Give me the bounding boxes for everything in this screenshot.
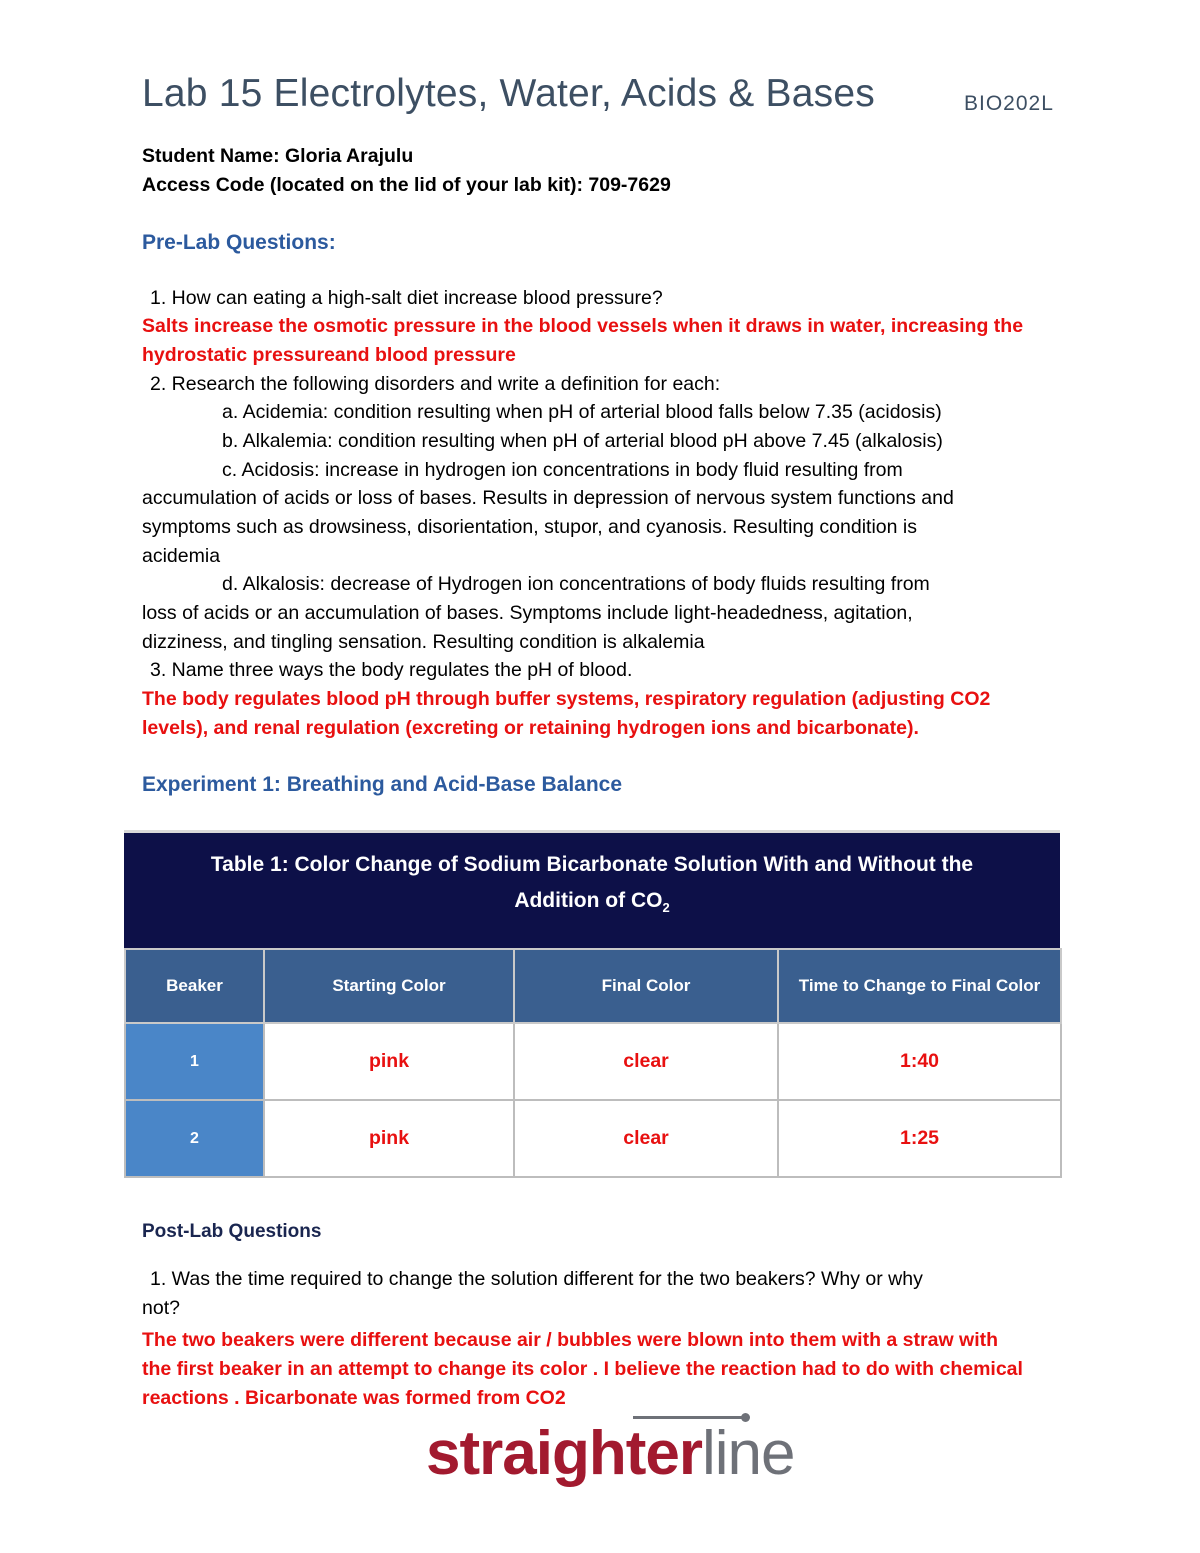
header-starting-color: Starting Color bbox=[264, 949, 514, 1023]
beaker-number: 2 bbox=[125, 1100, 264, 1177]
straighterline-logo: straighterline bbox=[426, 1419, 795, 1488]
prelab-answer-3-line2: levels), and renal regulation (excreting or retaining hydrogen ions and bicarbonate). bbox=[142, 717, 919, 739]
table-row bbox=[125, 1100, 1061, 1177]
definition-alkalosis-line3: dizziness, and tingling sensation. Resulting condition is alkalemia bbox=[142, 631, 705, 653]
table-header-row bbox=[125, 949, 1061, 1023]
course-code: BIO202L bbox=[964, 92, 1054, 115]
beaker-number: 1 bbox=[125, 1023, 264, 1100]
prelab-question-2: 2. Research the following disorders and write a definition for each: bbox=[150, 373, 721, 395]
postlab-answer-1-line2: the first beaker in an attempt to change its color . I believe the reaction had to do with chemical bbox=[142, 1358, 1023, 1380]
starting-color: pink bbox=[264, 1100, 514, 1177]
definition-alkalosis-line2: loss of acids or an accumulation of bases. Symptoms include light-headedness, agitation, bbox=[142, 602, 913, 624]
definition-alkalosis-line1: d. Alkalosis: decrease of Hydrogen ion concentrations of body fluids resulting from bbox=[222, 573, 930, 595]
table-title bbox=[124, 830, 1060, 948]
postlab-question-1-line1: 1. Was the time required to change the solution different for the two beakers? Why or why bbox=[150, 1268, 923, 1290]
table-title-line1: Table 1: Color Change of Sodium Bicarbonate Solution With and Without the bbox=[210, 853, 974, 876]
definition-acidosis-line2: accumulation of acids or loss of bases. Results in depression of nervous system functions and bbox=[142, 487, 954, 509]
final-color: clear bbox=[514, 1100, 778, 1177]
definition-alkalemia: b. Alkalemia: condition resulting when pH of arterial blood pH above 7.45 (alkalosis) bbox=[222, 430, 943, 452]
postlab-answer-1-line3: reactions . Bicarbonate was formed from CO2 bbox=[142, 1387, 566, 1409]
table-title-line2: Addition of $CO_2$ bbox=[514, 889, 670, 916]
color-change-table bbox=[124, 830, 1060, 1178]
prelab-question-3: 3. Name three ways the body regulates the pH of blood. bbox=[150, 659, 633, 681]
page-title: Lab 15 Electrolytes, Water, Acids & Bases bbox=[142, 72, 875, 115]
final-color: clear bbox=[514, 1023, 778, 1100]
data-table bbox=[124, 948, 1062, 1178]
prelab-answer-1-line2: hydrostatic pressureand blood pressure bbox=[142, 344, 516, 366]
header-time: Time to Change to Final Color bbox=[778, 949, 1061, 1023]
table-row bbox=[125, 1023, 1061, 1100]
header-beaker: Beaker bbox=[125, 949, 264, 1023]
postlab-heading: Post-Lab Questions bbox=[142, 1221, 322, 1242]
prelab-question-1: 1. How can eating a high-salt diet increase blood pressure? bbox=[150, 287, 663, 309]
time-to-change: 1:40 bbox=[778, 1023, 1061, 1100]
definition-acidosis-line1: c. Acidosis: increase in hydrogen ion concentrations in body fluid resulting from bbox=[222, 459, 903, 481]
access-code: Access Code (located on the lid of your lab kit): 709-7629 bbox=[142, 174, 671, 196]
prelab-answer-3-line1: The body regulates blood pH through buffer systems, respiratory regulation (adjusting CO2 bbox=[142, 688, 991, 710]
experiment-heading: Experiment 1: Breathing and Acid-Base Balance bbox=[142, 773, 623, 796]
student-name: Student Name: Gloria Arajulu bbox=[142, 145, 414, 167]
definition-acidosis-line4: acidemia bbox=[142, 545, 221, 567]
starting-color: pink bbox=[264, 1023, 514, 1100]
time-to-change: 1:25 bbox=[778, 1100, 1061, 1177]
definition-acidosis-line3: symptoms such as drowsiness, disorientation, stupor, and cyanosis. Resulting condition is bbox=[142, 516, 917, 538]
definition-acidemia: a. Acidemia: condition resulting when pH of arterial blood falls below 7.35 (acidosis) bbox=[222, 401, 942, 423]
postlab-answer-1-line1: The two beakers were different because air / bubbles were blown into them with a straw with bbox=[142, 1329, 999, 1351]
prelab-heading: Pre-Lab Questions: bbox=[142, 231, 336, 254]
postlab-question-1-line2: not? bbox=[142, 1297, 180, 1319]
prelab-answer-1-line1: Salts increase the osmotic pressure in the blood vessels when it draws in water, increasing the bbox=[142, 315, 1024, 337]
header-final-color: Final Color bbox=[514, 949, 778, 1023]
